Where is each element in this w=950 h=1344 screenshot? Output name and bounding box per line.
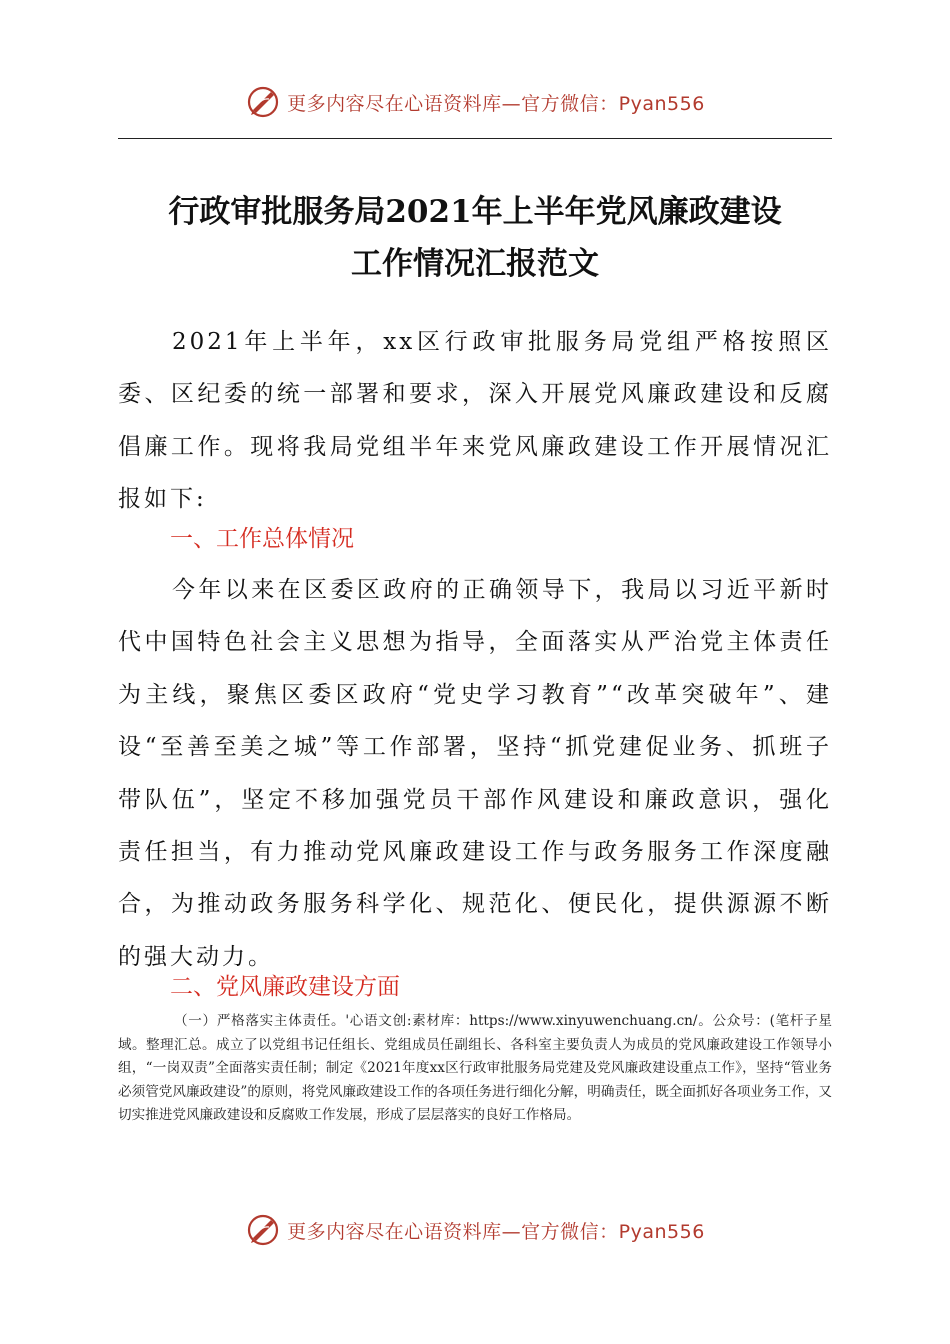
- document-title: [100, 186, 850, 290]
- header-banner: [0, 80, 950, 124]
- header-divider: [118, 138, 832, 139]
- footer-banner-text: 更多内容尽在心语资料库—官方微信：Pyan556: [287, 1220, 705, 1243]
- header-banner-text: 更多内容尽在心语资料库—官方微信：Pyan556: [287, 92, 705, 115]
- pen-logo-icon: [245, 84, 281, 120]
- section-1-heading: 一、工作总体情况: [170, 526, 354, 552]
- footer-banner: [0, 1208, 950, 1252]
- section-2-heading: 二、党风廉政建设方面: [170, 974, 400, 1000]
- pen-logo-icon: [245, 1212, 281, 1248]
- title-line-2: 工作情况汇报范文: [351, 246, 599, 282]
- section-2-paragraph: （一）严格落实主体责任。'心语文创:素材库：https://www.xinyuwenchuang.cn/。公众号：(笔杆子星域。整理汇总。成立了以党组书记任组长、党组成员任副组长、各科室主要负责人为成员的党风廉政建设工作领导小组，“一岗双责”全面落实责任制；制定《2021年度xx区行政审批服务局党建及党风廉政建设重点工作》，坚持“管业务必须管党风廉政建设”的原则，将党风廉政建设工作的各项任务进行细化分解，明确责任，既全面抓好各项业务工作，又切实推进党风廉政建设和反腐败工作发展，形成了层层落实的良好工作格局。: [118, 1013, 832, 1123]
- section-1-paragraph: 今年以来在区委区政府的正确领导下，我局以习近平新时代中国特色社会主义思想为指导，全面落实从严治党主体责任为主线，聚焦区委区政府“党史学习教育”“改革突破年”、建设“至善至美之城”等工作部署，坚持“抓党建促业务、抓班子带队伍”，坚定不移加强党员干部作风建设和廉政意识，强化责任担当，有力推动党风廉政建设工作与政务服务工作深度融合，为推动政务服务科学化、规范化、便民化，提供源源不断的强大动力。: [118, 577, 832, 970]
- title-line-1: 行政审批服务局2021年上半年党风廉政建设: [168, 194, 782, 230]
- intro-paragraph: 2021年上半年，xx区行政审批服务局党组严格按照区委、区纪委的统一部署和要求，深入开展党风廉政建设和反腐倡廉工作。现将我局党组半年来党风廉政建设工作开展情况汇报如下:: [118, 329, 832, 513]
